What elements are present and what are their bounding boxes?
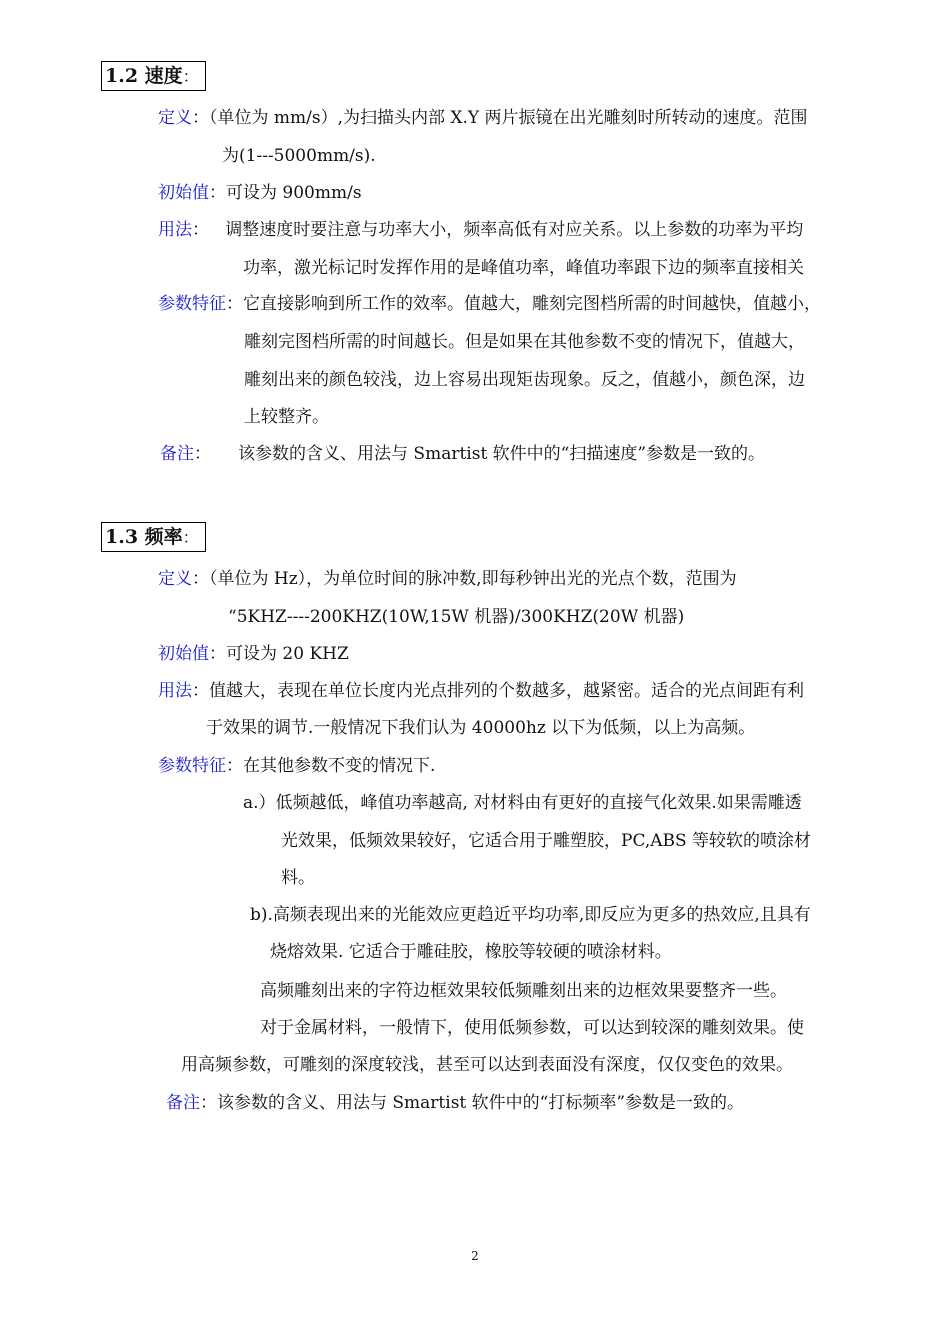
initial-value-label: 初始值 [158, 183, 209, 203]
usage-text: ：值越大，表现在单位长度内光点排列的个数越多，越紧密。适合的光点间距有利 [192, 681, 804, 701]
speed-feature-line-4: 上较整齐。 [244, 407, 329, 427]
frequency-note [166, 1092, 744, 1114]
feature-text: ：它直接影响到所工作的效率。值越大，雕刻完图档所需的时间越快，值越小， [226, 294, 821, 314]
frequency-usage-line-1 [158, 680, 804, 702]
low-frequency-line-3: 料。 [281, 868, 315, 888]
metal-paragraph-line-2: 用高频参数，可雕刻的深度较浅，甚至可以达到表面没有深度，仅仅变色的效果。 [181, 1055, 793, 1075]
edge-effect-paragraph: 高频雕刻出来的字符边框效果较低频雕刻出来的边框效果要整齐一些。 [260, 981, 787, 1001]
note-label: 备注 [166, 1093, 200, 1113]
feature-label: 参数特征 [158, 294, 226, 314]
heading-colon: ： [182, 528, 199, 547]
section-heading-speed [101, 61, 206, 91]
metal-paragraph-line-1: 对于金属材料，一般情下，使用低频参数，可以达到较深的雕刻效果。使 [260, 1018, 804, 1038]
definition-text: ：（单位为 mm/s）,为扫描头内部 X.Y 两片振镜在出光雕刻时所转动的速度。范围 [192, 108, 808, 128]
feature-label: 参数特征 [158, 756, 226, 776]
speed-initial-value [158, 182, 362, 204]
high-frequency-line-2: 烧熔效果. 它适合于雕硅胶，橡胶等较硬的喷涂材料。 [270, 942, 672, 962]
initial-value-label: 初始值 [158, 644, 209, 664]
low-frequency-line-1: a.）低频越低，峰值功率越高, 对材料由有更好的直接气化效果.如果需雕透 [243, 793, 802, 813]
low-frequency-line-2: 光效果，低频效果较好，它适合用于雕塑胶，PC,ABS 等较软的喷涂材 [281, 831, 812, 851]
speed-feature-line-3: 雕刻出来的颜色较浅，边上容易出现矩齿现象。反之，值越小，颜色深，边 [244, 370, 805, 390]
section-heading-frequency [101, 522, 206, 552]
page-number: 2 [471, 1249, 479, 1263]
frequency-feature-line [158, 755, 435, 777]
usage-label: 用法 [158, 220, 192, 240]
frequency-usage-line-2: 于效果的调节.一般情况下我们认为 40000hz 以下为低频，以上为高频。 [206, 718, 756, 738]
usage-label: 用法 [158, 681, 192, 701]
frequency-initial-value [158, 643, 349, 665]
note-text: ： 该参数的含义、用法与 Smartist 软件中的“扫描速度”参数是一致的。 [194, 444, 766, 464]
frequency-definition-line-1 [158, 568, 737, 590]
speed-definition-line-2: 为(1---5000mm/s). [222, 146, 376, 166]
initial-value-text: ：可设为 20 KHZ [209, 644, 349, 664]
initial-value-text: ：可设为 900mm/s [209, 183, 362, 203]
feature-text: ：在其他参数不变的情况下. [226, 756, 436, 776]
note-label: 备注 [160, 444, 194, 464]
heading-colon: ： [182, 67, 199, 86]
speed-feature-line-2: 雕刻完图档所需的时间越长。但是如果在其他参数不变的情况下，值越大， [244, 332, 805, 352]
definition-label: 定义 [158, 569, 192, 589]
definition-text: ：（单位为 Hz），为单位时间的脉冲数,即每秒钟出光的光点个数，范围为 [192, 569, 737, 589]
speed-feature-line-1 [158, 293, 821, 315]
usage-text: ： 调整速度时要注意与功率大小，频率高低有对应关系。以上参数的功率为平均 [192, 220, 804, 240]
note-text: ：该参数的含义、用法与 Smartist 软件中的“打标频率”参数是一致的。 [200, 1093, 745, 1113]
high-frequency-line-1: b).高频表现出来的光能效应更趋近平均功率,即反应为更多的热效应,且具有 [250, 905, 811, 925]
speed-usage-line-1 [158, 219, 803, 241]
speed-usage-line-2: 功率，激光标记时发挥作用的是峰值功率，峰值功率跟下边的频率直接相关 [243, 258, 804, 278]
heading-text: 1.3 频率 [105, 526, 183, 548]
definition-label: 定义 [158, 108, 192, 128]
frequency-definition-line-2: “5KHZ----200KHZ(10W,15W 机器)/300KHZ(20W 机器) [228, 607, 685, 627]
speed-definition-line-1 [158, 107, 808, 129]
heading-text: 1.2 速度 [105, 65, 183, 87]
speed-note [160, 443, 765, 465]
